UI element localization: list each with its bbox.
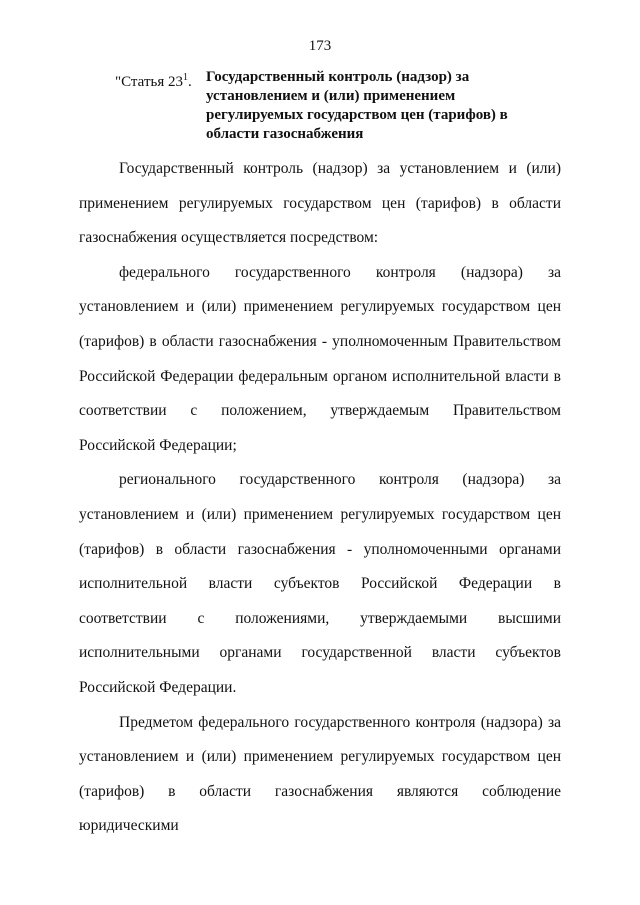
article-label-suffix: . [187, 74, 192, 90]
article-label [115, 68, 192, 92]
article-label-superscript: 1 [182, 72, 188, 83]
paragraph-federal-control: федерального государственного контроля (надзора) за установлением и (или) применением регулируемых государством цен (тарифов) в области газоснабжения - уполномоченным Правительством Российской Федерации федеральным органом исполнительной власти в соответствии с положением, утверждаемым Правительством Российской Федерации; [79, 263, 561, 454]
paragraph-intro: Государственный контроль (надзор) за установлением и (или) применением регулируемых государством цен (тарифов) в области газоснабжения осуществляется посредством: [79, 160, 561, 247]
document-body [79, 152, 561, 844]
paragraph-regional-control: регионального государственного контроля (надзора) за установлением и (или) применением регулируемых государством цен (тарифов) в области газоснабжения - уполномоченными органами исполнительной власти субъектов Российской Федерации в соответствии с положениями, утверждаемыми высшими исполнительными органами государственной власти субъектов Российской Федерации. [79, 471, 561, 696]
article-label-prefix: "Статья 23 [115, 74, 183, 90]
article-title: Государственный контроль (надзор) за установлением и (или) применением регулируемых государством цен (тарифов) в области газоснабжения [206, 69, 508, 142]
page-number: 173 [308, 38, 332, 54]
paragraph-subject-of-control: Предметом федерального государственного контроля (надзора) за установлением и (или) применением регулируемых государством цен (тарифов) в области газоснабжения являются соблюдение юридическими [79, 713, 561, 835]
article-heading [115, 68, 575, 144]
